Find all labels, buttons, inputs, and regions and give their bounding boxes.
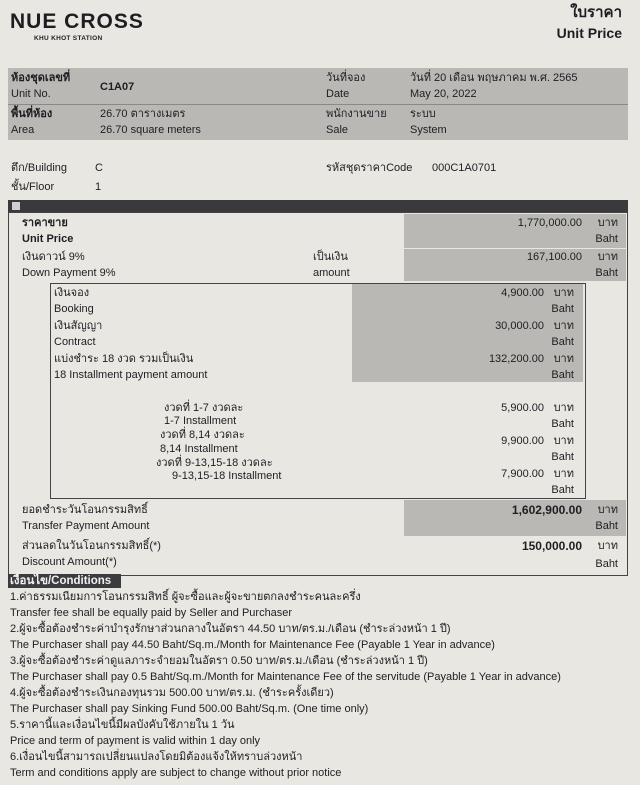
down-label: Down Payment 9% — [22, 267, 116, 279]
currency: Baht — [551, 369, 574, 381]
unit-no-value: C1A07 — [100, 81, 135, 93]
area-label: Area — [11, 124, 35, 136]
condition-line: 1.ค่าธรรมเนียมการโอนกรรมสิทธิ์ ผู้จะซื้อและผู้จะขายตกลงชำระคนละครึ่ง — [10, 591, 361, 603]
unit-price-value: 1,770,000.00 — [517, 217, 582, 229]
down-amount-th: เป็นเงิน — [313, 251, 348, 263]
transfer-value: 1,602,900.00 — [511, 503, 582, 517]
currency: Baht — [595, 520, 618, 532]
brand-logo: NUE CROSS — [10, 10, 144, 33]
condition-line: 4.ผู้จะซื้อต้องชำระเงินกองทุนรวม 500.00 บาท/ตร.ม. (ชำระครั้งเดียว) — [10, 687, 334, 699]
condition-line: The Purchaser shall pay 0.5 Baht/Sq.m./Month for Maintenance Fee of the servitude (Payable 1 Year in advance) — [10, 671, 561, 683]
floor-value: 1 — [95, 181, 102, 193]
transfer-label: Transfer Payment Amount — [22, 520, 150, 532]
title-th: ใบราคา — [570, 4, 622, 21]
currency: Baht — [595, 233, 618, 245]
floor-label: ชั้น/Floor — [11, 181, 55, 193]
sale-value-th: ระบบ — [410, 108, 436, 120]
code-label: รหัสชุดราคาCode — [326, 162, 413, 174]
currency-th: บาท — [553, 435, 574, 447]
brand-subtitle: KHU KHOT STATION — [34, 35, 103, 42]
unit-no-label-th: ห้องชุดเลขที่ — [11, 72, 71, 84]
contract-label-th: เงินสัญญา — [54, 320, 103, 332]
currency-th: บาท — [553, 353, 574, 365]
sale-value: System — [410, 124, 447, 136]
installment-3-label-th: งวดที่ 9-13,15-18 งวดละ — [156, 457, 273, 469]
qr-icon — [12, 202, 20, 210]
condition-line: Term and conditions apply are subject to change without prior notice — [10, 767, 342, 779]
installment-1-label-th: งวดที่ 1-7 งวดละ — [164, 402, 244, 414]
building-label: ตึก/Building — [11, 162, 67, 174]
building-value: C — [95, 162, 103, 174]
condition-line: The Purchaser shall pay 44.50 Baht/Sq.m./Month for Maintenance Fee (Payable 1 Year in advance) — [10, 639, 495, 651]
currency-th: บาท — [553, 468, 574, 480]
currency: Baht — [595, 558, 618, 570]
installment-2-label: 8,14 Installment — [160, 443, 238, 455]
unit-price-label-th: ราคาขาย — [22, 217, 68, 229]
currency-th: บาท — [553, 320, 574, 332]
area-label-th: พื้นที่ห้อง — [11, 108, 53, 120]
currency: Baht — [551, 303, 574, 315]
sale-label: Sale — [326, 124, 349, 136]
area-value: 26.70 square meters — [100, 124, 201, 136]
condition-line: Price and term of payment is valid within 1 day only — [10, 735, 261, 747]
discount-value: 150,000.00 — [521, 539, 582, 553]
condition-line: 5.ราคานี้และเงื่อนไขนี้มีผลบังคับใช้ภายใน 1 วัน — [10, 719, 235, 731]
unit-no-label: Unit No. — [11, 88, 51, 100]
booking-value: 4,900.00 — [501, 287, 544, 299]
booking-label-th: เงินจอง — [54, 287, 90, 299]
contract-label: Contract — [54, 336, 96, 348]
sale-label-th: พนักงานขาย — [326, 108, 387, 120]
divider — [8, 104, 628, 105]
currency: Baht — [551, 336, 574, 348]
currency-th: บาท — [597, 251, 618, 263]
condition-line: 3.ผู้จะซื้อต้องชำระค่าดูแลภาระจำยอมในอัตรา 0.50 บาท/ตร.ม./เดือน (ชำระล่วงหน้า 1 ปี) — [10, 655, 428, 667]
page-title: Unit Price — [556, 25, 622, 41]
condition-line: 2.ผู้จะซื้อต้องชำระค่าบำรุงรักษาส่วนกลางในอัตรา 44.50 บาท/ตร.ม./เดือน (ชำระล่วงหน้า 1 ปี) — [10, 623, 451, 635]
currency: Baht — [595, 267, 618, 279]
installment-2-label-th: งวดที่ 8,14 งวดละ — [160, 429, 245, 441]
booking-label: Booking — [54, 303, 94, 315]
discount-label: Discount Amount(*) — [22, 556, 117, 568]
date-value-th: วันที่ 20 เดือน พฤษภาคม พ.ศ. 2565 — [410, 72, 578, 84]
currency-th: บาท — [553, 287, 574, 299]
unit-price-label: Unit Price — [22, 233, 74, 245]
code-value: 000C1A0701 — [432, 162, 497, 174]
date-label: Date — [326, 88, 350, 100]
conditions-title: เงื่อนไข/Conditions — [10, 575, 112, 587]
currency: Baht — [551, 484, 574, 496]
section-bar — [8, 200, 628, 212]
area-value-th: 26.70 ตารางเมตร — [100, 108, 186, 120]
currency-th: บาท — [597, 540, 618, 552]
installment-total-label: 18 Installment payment amount — [54, 369, 208, 381]
date-value: May 20, 2022 — [410, 88, 477, 100]
installment-total-value: 132,200.00 — [488, 353, 544, 365]
installment-2-value: 9,900.00 — [501, 435, 544, 447]
condition-line: The Purchaser shall pay Sinking Fund 500.00 Baht/Sq.m. (One time only) — [10, 703, 369, 715]
contract-value: 30,000.00 — [495, 320, 544, 332]
breakdown-cells — [352, 284, 583, 382]
down-label-th: เงินดาวน์ 9% — [22, 251, 85, 263]
date-label-th: วันที่จอง — [326, 72, 366, 84]
down-cell — [404, 249, 626, 281]
installment-3-value: 7,900.00 — [501, 468, 544, 480]
installment-1-value: 5,900.00 — [501, 402, 544, 414]
currency: Baht — [551, 418, 574, 430]
down-payment-value: 167,100.00 — [526, 251, 582, 263]
installment-3-label: 9-13,15-18 Installment — [172, 470, 282, 482]
down-amount-label: amount — [313, 267, 350, 279]
price-cell — [404, 214, 626, 248]
installment-total-label-th: แบ่งชำระ 18 งวด รวมเป็นเงิน — [54, 353, 194, 365]
condition-line: 6.เงื่อนไขนี้สามารถเปลี่ยนแปลงโดยมิต้องแจ้งให้ทราบล่วงหน้า — [10, 751, 303, 763]
condition-line: Transfer fee shall be equally paid by Seller and Purchaser — [10, 607, 293, 619]
currency-th: บาท — [553, 402, 574, 414]
currency-th: บาท — [597, 217, 618, 229]
discount-label-th: ส่วนลดในวันโอนกรรมสิทธิ์(*) — [22, 540, 161, 552]
currency-th: บาท — [597, 504, 618, 516]
installment-1-label: 1-7 Installment — [164, 415, 237, 427]
currency: Baht — [551, 451, 574, 463]
transfer-label-th: ยอดชำระวันโอนกรรมสิทธิ์ — [22, 504, 148, 516]
